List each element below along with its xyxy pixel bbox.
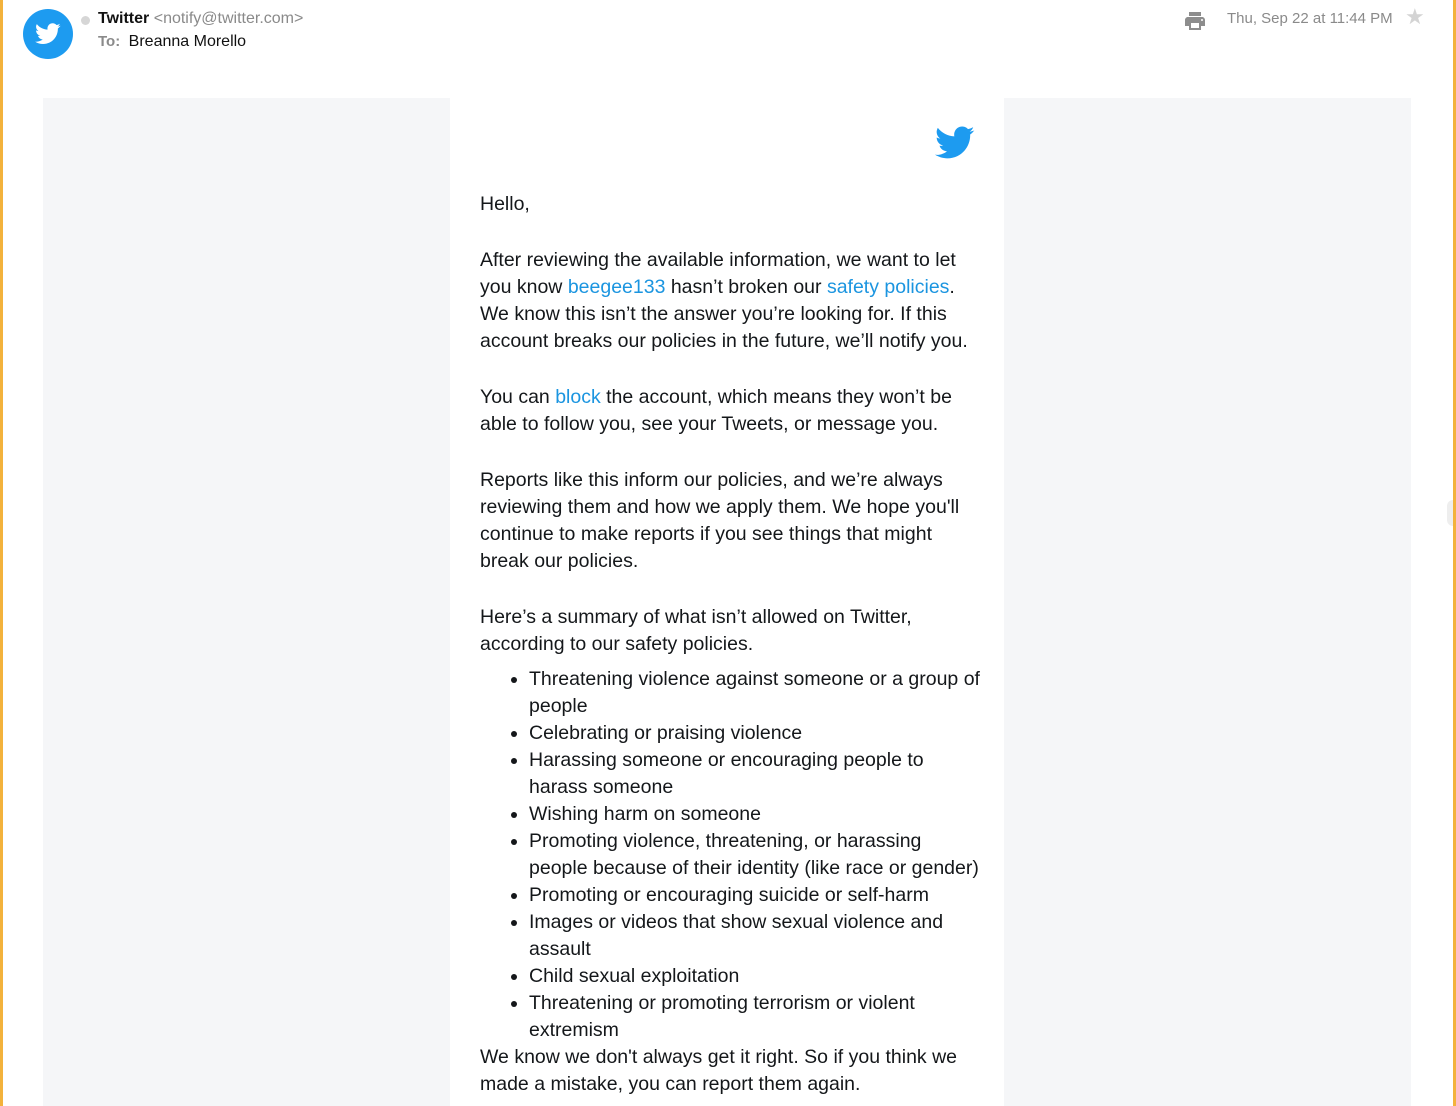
- list-item: • Promoting or encouraging suicide or self-harm: [529, 882, 980, 909]
- list-item: • Celebrating or praising violence: [529, 720, 980, 747]
- paragraph-reports: Reports like this inform our policies, and we’re always reviewing them and how we apply them. We hope you'll continue to make reports if you see things that might break our policies.: [480, 469, 960, 572]
- printer-icon: [1183, 9, 1207, 33]
- email-date: Thu, Sep 22 at 11:44 PM: [1227, 10, 1393, 27]
- sender-name[interactable]: Twitter: [98, 10, 150, 27]
- list-item: • Harassing someone or encouraging people to harass someone: [529, 747, 980, 801]
- greeting: Hello,: [480, 193, 530, 215]
- block-link[interactable]: block: [555, 386, 601, 408]
- list-item: • Promoting violence, threatening, or harassing people because of their identity (like race or gender): [529, 828, 980, 882]
- paragraph-text: the account, which means they won’t be able to follow you, see your Tweets, or message you.: [480, 386, 952, 435]
- scroll-handle[interactable]: [1447, 500, 1456, 526]
- paragraph-summary: Here’s a summary of what isn’t allowed on Twitter, according to our safety policies.: [480, 606, 912, 655]
- paragraph-review-result: [480, 247, 980, 355]
- paragraph-closing: We know we don't always get it right. So if you think we made a mistake, you can report them again.: [480, 1046, 958, 1095]
- policy-list: [480, 666, 980, 1044]
- print-button[interactable]: [1183, 9, 1207, 33]
- to-line: [98, 33, 246, 51]
- paragraph-text: hasn’t broken our: [665, 276, 827, 298]
- list-item: • Wishing harm on someone: [529, 801, 980, 828]
- list-item: • Images or videos that show sexual violence and assault: [529, 909, 980, 963]
- unread-indicator[interactable]: [81, 16, 90, 25]
- to-label: To:: [98, 33, 121, 50]
- sender-email[interactable]: <notify@twitter.com>: [153, 10, 304, 27]
- twitter-logo-icon: [935, 126, 975, 160]
- from-line: [98, 10, 303, 28]
- list-item: • Threatening or promoting terrorism or violent extremism: [529, 990, 980, 1044]
- recipient-name[interactable]: Breanna Morello: [128, 33, 247, 50]
- list-item: • Child sexual exploitation: [529, 963, 980, 990]
- twitter-bird-icon: [35, 23, 61, 45]
- email-content: [450, 98, 1004, 1106]
- account-link[interactable]: beegee133: [567, 276, 666, 298]
- paragraph-text: After reviewing the available information, we want to let you know: [480, 249, 956, 298]
- safety-policies-link[interactable]: safety policies: [826, 276, 950, 298]
- email-body: [480, 191, 980, 1106]
- list-item: • Threatening violence against someone or a group of people: [529, 666, 980, 720]
- star-icon: ★: [1405, 4, 1425, 29]
- sender-avatar[interactable]: [23, 9, 73, 59]
- star-button[interactable]: [1405, 6, 1427, 28]
- paragraph-block: [480, 384, 980, 438]
- paragraph-text: You can: [480, 386, 556, 408]
- paragraph-text: . We know this isn’t the answer you’re looking for. If this account breaks our policies in the future, we’ll notify you.: [480, 276, 968, 352]
